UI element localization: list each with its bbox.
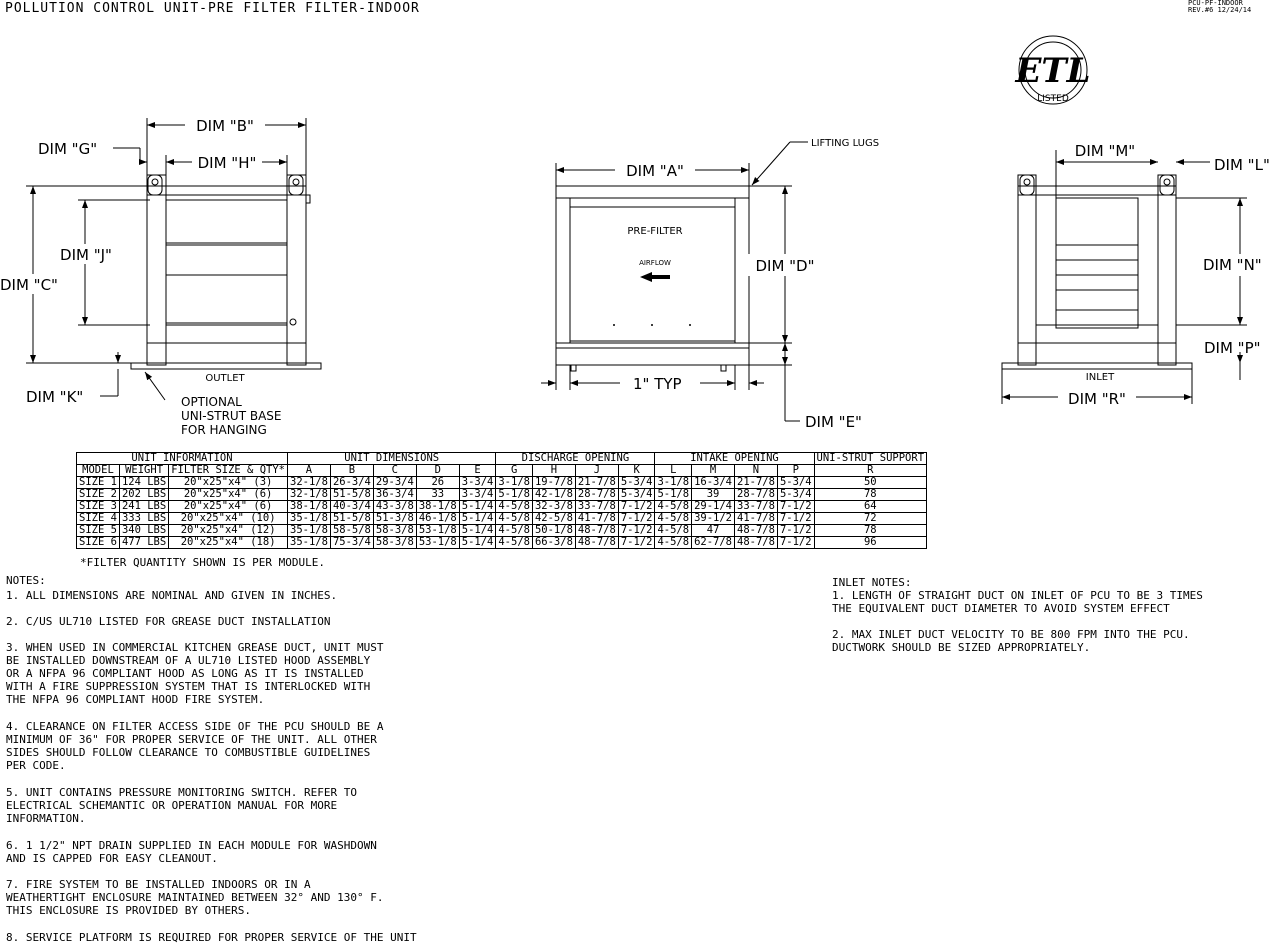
table-cell: 20"x25"x4" (6) (169, 489, 288, 501)
table-cell: 39 (692, 489, 735, 501)
table-group-row (77, 453, 927, 465)
side-view (541, 138, 879, 431)
table-cell: 46-1/8 (416, 513, 459, 525)
dim-d-label: DIM "D" (755, 257, 815, 275)
table-cell: 38-1/8 (416, 501, 459, 513)
table-cell: 7-1/2 (777, 525, 814, 537)
table-cell: 64 (814, 501, 926, 513)
table-cell: 4-5/8 (655, 501, 692, 513)
table-cell: SIZE 6 (77, 537, 120, 549)
dim-r-label: DIM "R" (1068, 390, 1126, 408)
table-cell: 7-1/2 (618, 513, 655, 525)
column-header: D (416, 465, 459, 477)
table-cell: 5-3/4 (777, 477, 814, 489)
group-discharge-opening: DISCHARGE OPENING (496, 453, 655, 465)
table-cell: 7-1/2 (777, 513, 814, 525)
table-cell: 41-7/8 (735, 513, 778, 525)
inlet-notes-heading: INLET NOTES: (832, 576, 912, 589)
table-cell: 4-5/8 (496, 537, 533, 549)
note-7: 7. FIRE SYSTEM TO BE INSTALLED INDOORS OR IN A WEATHERTIGHT ENCLOSURE MAINTAINED BETWEEN 32° AND 130° F. THIS ENCLOSURE IS PROVIDED BY OTHERS. (6, 878, 384, 917)
table-cell: 202 LBS (119, 489, 168, 501)
table-row (77, 477, 927, 489)
note-5: 5. UNIT CONTAINS PRESSURE MONITORING SWITCH. REFER TO ELECTRICAL SCHEMANTIC OR OPERATION MANUAL FOR MORE INFORMATION. (6, 786, 357, 825)
table-row (77, 537, 927, 549)
group-unit-dimensions: UNIT DIMENSIONS (288, 453, 496, 465)
dim-l-label: DIM "L" (1214, 156, 1270, 174)
table-cell: 28-7/8 (735, 489, 778, 501)
column-header: WEIGHT (119, 465, 168, 477)
note-6: 6. 1 1/2" NPT DRAIN SUPPLIED IN EACH MODULE FOR WASHDOWN AND IS CAPPED FOR EASY CLEANOUT. (6, 839, 377, 865)
table-cell: 43-3/8 (373, 501, 416, 513)
table-cell: 20"x25"x4" (18) (169, 537, 288, 549)
table-footnote: *FILTER QUANTITY SHOWN IS PER MODULE. (80, 556, 326, 569)
revision-date: REV.#6 12/24/14 (1188, 6, 1252, 14)
table-cell: 50 (814, 477, 926, 489)
note-2: 2. C/US UL710 LISTED FOR GREASE DUCT INSTALLATION (6, 615, 331, 628)
column-header: MODEL (77, 465, 120, 477)
table-cell: 36-3/4 (373, 489, 416, 501)
dim-n-label: DIM "N" (1203, 256, 1262, 274)
unit-spec-table (76, 452, 927, 549)
note-1: 1. ALL DIMENSIONS ARE NOMINAL AND GIVEN IN INCHES. (6, 589, 338, 602)
table-cell: 3-3/4 (459, 477, 496, 489)
technical-drawing (0, 0, 1280, 450)
table-cell: 50-1/8 (532, 525, 575, 537)
column-header: E (459, 465, 496, 477)
revision-code: PCU-PF-INDOOR (1188, 0, 1243, 7)
table-cell: 5-1/8 (496, 489, 533, 501)
table-cell: 28-7/8 (575, 489, 618, 501)
table-cell: 48-7/8 (575, 525, 618, 537)
table-cell: 4-5/8 (496, 525, 533, 537)
table-cell: 124 LBS (119, 477, 168, 489)
dim-p-label: DIM "P" (1204, 339, 1261, 357)
table-cell: 5-3/4 (777, 489, 814, 501)
table-cell: 48-7/8 (575, 537, 618, 549)
pre-filter-label: PRE-FILTER (627, 226, 683, 237)
column-header: K (618, 465, 655, 477)
table-cell: 21-7/8 (735, 477, 778, 489)
table-cell: 62-7/8 (692, 537, 735, 549)
table-row (77, 501, 927, 513)
dim-m-label: DIM "M" (1074, 142, 1136, 160)
table-cell: 47 (692, 525, 735, 537)
table-cell: 38-1/8 (288, 501, 331, 513)
dim-h-label: DIM "H" (197, 154, 257, 172)
notes-heading: NOTES: (6, 574, 46, 587)
table-cell: 29-1/4 (692, 501, 735, 513)
table-cell: 7-1/2 (618, 537, 655, 549)
column-header: C (373, 465, 416, 477)
table-cell: 48-7/8 (735, 537, 778, 549)
table-cell: 40-3/4 (330, 501, 373, 513)
table-cell: 41-7/8 (575, 513, 618, 525)
table-cell: 48-7/8 (735, 525, 778, 537)
table-cell: 20"x25"x4" (6) (169, 501, 288, 513)
note-3: 3. WHEN USED IN COMMERCIAL KITCHEN GREASE DUCT, UNIT MUST BE INSTALLED DOWNSTREAM OF A UL710 LISTED HOOD ASSEMBLY OR A NFPA 96 COMPLIANT HOOD AS LONG AS IT IS INSTALLED WITH A FIRE SUPPRESSION SYSTEM THAT IS INTERLOCKED WITH THE NFPA 96 COMPLIANT HOOD FIRE SYSTEM. (6, 641, 384, 706)
column-header: R (814, 465, 926, 477)
table-cell: 340 LBS (119, 525, 168, 537)
dim-b-label: DIM "B" (196, 117, 254, 135)
airflow-label: AIRFLOW (639, 259, 671, 267)
table-cell: 53-1/8 (416, 525, 459, 537)
group-intake-opening: INTAKE OPENING (655, 453, 814, 465)
table-cell: 5-1/4 (459, 513, 496, 525)
svg-text:ETL: ETL (1015, 51, 1091, 91)
table-cell: 3-1/8 (496, 477, 533, 489)
table-cell: 4-5/8 (655, 537, 692, 549)
outlet-label: OUTLET (205, 373, 245, 384)
inlet-note-1: 1. LENGTH OF STRAIGHT DUCT ON INLET OF PCU TO BE 3 TIMES THE EQUIVALENT DUCT DIAMETER TO AVOID SYSTEM EFFECT (832, 589, 1203, 615)
table-cell: 5-1/4 (459, 525, 496, 537)
drawing-title: POLLUTION CONTROL UNIT-PRE FILTER FILTER-INDOOR (5, 1, 420, 16)
table-cell: 19-7/8 (532, 477, 575, 489)
table-cell: 33-7/8 (575, 501, 618, 513)
table-cell: 241 LBS (119, 501, 168, 513)
table-cell: 7-1/2 (777, 537, 814, 549)
group-unit-information: UNIT INFORMATION (77, 453, 288, 465)
table-cell: 4-5/8 (655, 525, 692, 537)
table-cell: SIZE 5 (77, 525, 120, 537)
airflow-arrow (640, 272, 670, 282)
column-header: G (496, 465, 533, 477)
column-header: FILTER SIZE & QTY* (169, 465, 288, 477)
table-row (77, 489, 927, 501)
column-header: H (532, 465, 575, 477)
table-cell: 4-5/8 (496, 513, 533, 525)
column-header: P (777, 465, 814, 477)
column-header: L (655, 465, 692, 477)
table-cell: 20"x25"x4" (12) (169, 525, 288, 537)
table-cell: 39-1/2 (692, 513, 735, 525)
table-cell: 53-1/8 (416, 537, 459, 549)
table-cell: 58-3/8 (373, 525, 416, 537)
column-header: N (735, 465, 778, 477)
table-cell: 32-3/8 (532, 501, 575, 513)
table-cell: 21-7/8 (575, 477, 618, 489)
dim-k-label: DIM "K" (26, 388, 84, 406)
table-cell: SIZE 2 (77, 489, 120, 501)
typ-label: 1" TYP (633, 375, 682, 393)
table-cell: 96 (814, 537, 926, 549)
table-cell: 35-1/8 (288, 525, 331, 537)
table-cell: 33-7/8 (735, 501, 778, 513)
optional-note-line1: OPTIONAL (181, 395, 242, 409)
column-header: A (288, 465, 331, 477)
column-header: B (330, 465, 373, 477)
lifting-lugs-label: LIFTING LUGS (811, 138, 880, 149)
dim-j-label: DIM "J" (60, 246, 112, 264)
table-cell: 5-1/4 (459, 537, 496, 549)
note-4: 4. CLEARANCE ON FILTER ACCESS SIDE OF THE PCU SHOULD BE A MINIMUM OF 36" FOR PROPER SERVICE OF THE UNIT. ALL OTHER SIDES SHOULD FOLLOW CLEARANCE TO COMBUSTIBLE GUIDELINES PER CODE. (6, 720, 384, 772)
table-cell: 5-1/8 (655, 489, 692, 501)
table-cell: 75-3/4 (330, 537, 373, 549)
optional-note-line2: UNI-STRUT BASE (181, 409, 282, 423)
table-cell: 26 (416, 477, 459, 489)
table-cell: 4-5/8 (496, 501, 533, 513)
table-cell: 7-1/2 (618, 525, 655, 537)
table-cell: 477 LBS (119, 537, 168, 549)
etl-listed-logo (1014, 36, 1090, 104)
group-uni-strut-support: UNI-STRUT SUPPORT (814, 453, 926, 465)
table-cell: 51-5/8 (330, 489, 373, 501)
table-cell: 7-1/2 (777, 501, 814, 513)
table-cell: 5-3/4 (618, 489, 655, 501)
table-cell: 42-5/8 (532, 513, 575, 525)
table-cell: 58-3/8 (373, 537, 416, 549)
inlet-label: INLET (1085, 372, 1115, 383)
note-8: 8. SERVICE PLATFORM IS REQUIRED FOR PROPER SERVICE OF THE UNIT (6, 931, 417, 944)
optional-note-line3: FOR HANGING (181, 423, 267, 437)
outlet-view (0, 114, 321, 437)
dim-e-label: DIM "E" (805, 413, 862, 431)
dim-c-label: DIM "C" (0, 276, 58, 294)
table-cell: 51-3/8 (373, 513, 416, 525)
table-cell: 51-5/8 (330, 513, 373, 525)
dim-a-label: DIM "A" (626, 162, 684, 180)
table-cell: 7-1/2 (618, 501, 655, 513)
table-cell: 3-1/8 (655, 477, 692, 489)
table-cell: 33 (416, 489, 459, 501)
table-cell: 78 (814, 525, 926, 537)
table-cell: 333 LBS (119, 513, 168, 525)
table-cell: 35-1/8 (288, 513, 331, 525)
table-cell: 20"x25"x4" (10) (169, 513, 288, 525)
table-cell: 29-3/4 (373, 477, 416, 489)
table-cell: 72 (814, 513, 926, 525)
column-header: J (575, 465, 618, 477)
table-cell: 32-1/8 (288, 489, 331, 501)
column-header: M (692, 465, 735, 477)
table-row (77, 513, 927, 525)
table-cell: SIZE 4 (77, 513, 120, 525)
table-cell: 3-3/4 (459, 489, 496, 501)
table-row (77, 525, 927, 537)
logo-listed-text: LISTED (1037, 94, 1069, 104)
table-cell: 66-3/8 (532, 537, 575, 549)
table-cell: 35-1/8 (288, 537, 331, 549)
table-cell: 16-3/4 (692, 477, 735, 489)
table-cell: 42-1/8 (532, 489, 575, 501)
table-cell: 20"x25"x4" (3) (169, 477, 288, 489)
table-cell: 5-3/4 (618, 477, 655, 489)
table-cell: SIZE 1 (77, 477, 120, 489)
table-cell: SIZE 3 (77, 501, 120, 513)
table-header-row (77, 465, 927, 477)
table-cell: 4-5/8 (655, 513, 692, 525)
inlet-view (1002, 140, 1276, 408)
table-cell: 5-1/4 (459, 501, 496, 513)
inlet-note-2: 2. MAX INLET DUCT VELOCITY TO BE 800 FPM INTO THE PCU. DUCTWORK SHOULD BE SIZED APPROPRIATELY. (832, 628, 1190, 654)
table-cell: 26-3/4 (330, 477, 373, 489)
table-cell: 58-5/8 (330, 525, 373, 537)
dim-g-label: DIM "G" (38, 140, 98, 158)
table-cell: 78 (814, 489, 926, 501)
table-cell: 32-1/8 (288, 477, 331, 489)
